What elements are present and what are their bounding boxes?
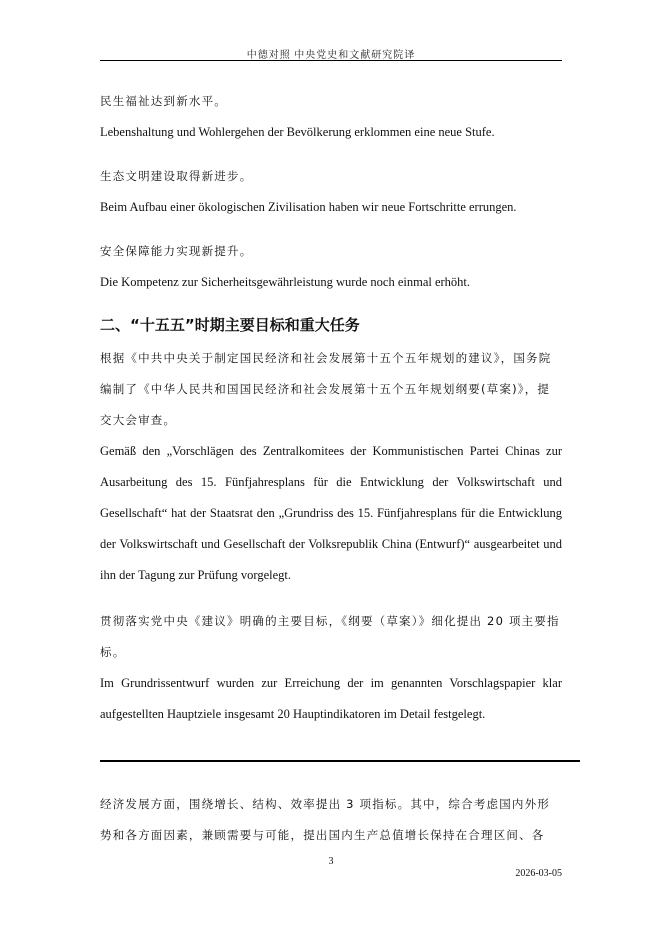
running-header: 中德对照 中央党史和文献研究院译 [246,50,416,61]
paragraph-zh-5: 贯彻落实党中央《建议》明确的主要目标，《纲要（草案）》细化提出 20 项主要指标。 [100,614,560,659]
paragraph-zh-3: 安全保障能力实现新提升。 [100,244,253,258]
paragraph-de-5: Im Grundrissentwurf wurden zur Erreichung der im genannten Vorschlagspapier klar aufgestellten Hauptziele insgesamt 20 Hauptindikatoren im Detail festgelegt. [100,676,562,721]
paragraph-zh-1: 民生福祉达到新水平。 [100,94,227,108]
footer-date: 2026-03-05 [515,868,562,879]
paragraph-de-4: Gemäß den „Vorschlägen des Zentralkomitees der Kommunistischen Partei Chinas zur Ausarbeitung des 15. Fünfjahresplans für die Entwicklung der Volkswirtschaft und Gesellschaft“ hat der Staatsrat den „Grundriss des 15. Fünfjahresplans für die Entwicklung der Volkswirtschaft und Gesellschaft der Volksrepublik China (Entwurf)“ ausgearbeitet und ihn der Tagung zur Prüfung vorgelegt. [100,444,562,582]
page-number: 3 [328,856,334,867]
paragraph-de-3: Die Kompetenz zur Sicherheitsgewährleistung wurde noch einmal erhöht. [100,275,471,289]
paragraph-zh-2: 生态文明建设取得新进步。 [100,169,253,183]
paragraph-de-2: Beim Aufbau einer ökologischen Zivilisation haben wir neue Fortschritte errungen. [100,200,517,214]
header-divider [100,60,562,61]
paragraph-de-1: Lebenshaltung und Wohlergehen der Bevölkerung erklommen eine neue Stufe. [100,125,495,139]
section-heading: 二、“十五五”时期主要目标和重大任务 [100,316,360,334]
paragraph-zh-6: 经济发展方面，围绕增长、结构、效率提出 3 项指标。其中，综合考虑国内外形势和各方面因素，兼顾需要与可能，提出国内生产总值增长保持在合理区间、各 [100,797,551,842]
paragraph-zh-4: 根据《中共中央关于制定国民经济和社会发展第十五个五年规划的建议》，国务院编制了《中华人民共和国国民经济和社会发展第十五个五年规划纲要(草案)》，提交大会审查。 [100,351,552,427]
section-divider [100,760,580,762]
